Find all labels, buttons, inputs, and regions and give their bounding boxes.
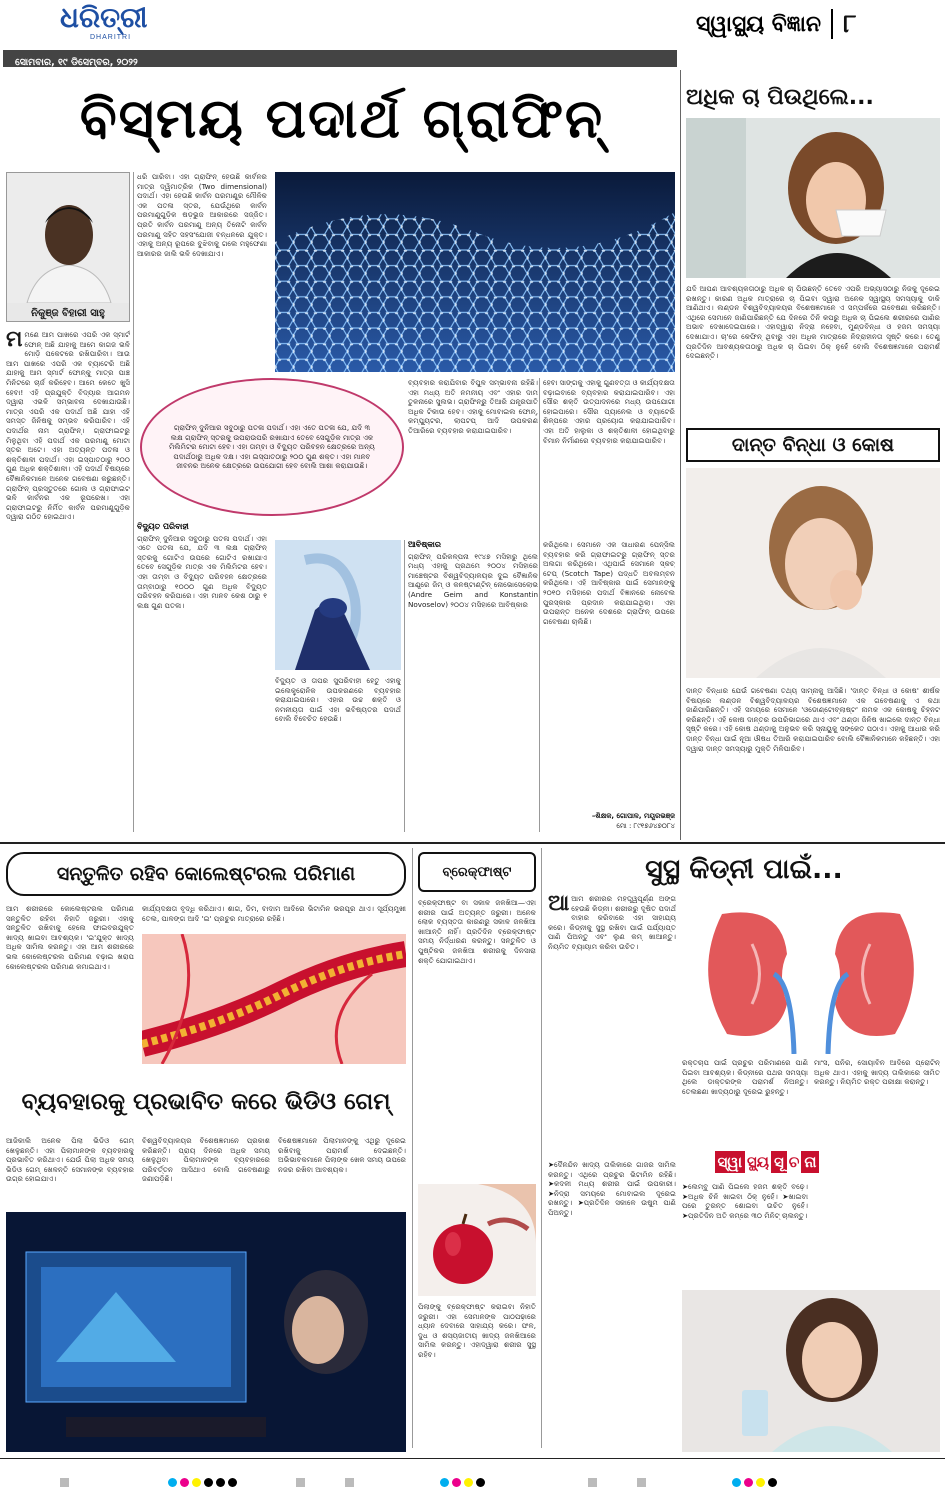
cholesterol-col1-text: ଆମ ଶରୀରରେ କୋଲେଷ୍ଟରଲ ପରିମାଣ ସନ୍ତୁଳିତ ରହିବା ନିହାତି ଜରୁରୀ। ଏହାକୁ ସନ୍ତୁଳିତ ରଖିବାକୁ ହେଲେ ଫାଇବରଯୁକ୍ତ ଖାଦ୍ୟ ଖାଇବା ଆବଶ୍ୟକ। 'ଇ'ଯୁକ୍ତ ଖାଦ୍ୟ ଅଧିକ ସାମିଲ କରନ୍ତୁ। ଏହା ଆମ ଶରୀରରେ ଭଲ କୋଲେଷ୍ଟରଲ ପରିମାଣ ବଢ଼ାଇ ଖରାପ କୋଲେଷ୍ଟରଲ ପରିମାଣ କମାଇଥାଏ।	[6, 904, 134, 971]
cholesterol-headline-text: ସନ୍ତୁଳିତ ରହିବ କୋଲେଷ୍ଟରଲ ପରିମାଣ	[56, 863, 356, 885]
kidney-col1-text: ଆମ ଶରୀରର ମହତ୍ତ୍ୱପୂର୍ଣ୍ଣ ଅଙ୍ଗ ହେଉଛି କିଡ୍‌ନୀ। ଶରୀରରୁ ଦୂଷିତ ପଦାର୍ଥ ବାହାର କରିବାରେ ଏହା ସାହାଯ୍ୟ କରେ। କିଡ୍‌ନୀକୁ ସୁସ୍ଥ ରଖିବା ପାଇଁ ପର୍ଯ୍ୟାପ୍ତ ପାଣି ପିଅନ୍ତୁ ଏବଂ ଲୁଣ କମ୍ ଖାଆନ୍ତୁ। ନିୟମିତ ବ୍ୟାୟାମ କରିବା ଉଚିତ।	[548, 894, 676, 951]
section-divider	[0, 842, 945, 844]
author-phone: ମୋ : ୮୯୧୭୬୪୭୦୮୪	[616, 822, 675, 830]
cholesterol-headline	[6, 852, 406, 896]
blood-vessel-image	[142, 934, 406, 1064]
kidney-col1	[548, 894, 676, 1142]
page-number: ୮	[843, 8, 857, 39]
toothache-photo-svg	[686, 468, 940, 678]
masthead	[0, 0, 945, 78]
quote-text: ଗ୍ରାଫିନ୍ ଦୁନିଆର ସବୁଠାରୁ ପତଳା ପଦାର୍ଥ। ଏହା ଏତେ ପତଳା ଯେ, ଯଦି ୩ ଲକ୍ଷ ଗ୍ରାଫିନ୍ ସ୍ତରକୁ ଉପରାଉପରି ରଖାଯାଏ ତେବେ ସେଗୁଡ଼ିକ ମାତ୍ର ଏକ ମିଲିମିଟର ମୋଟା ହେବ। ଏହା ତାମ୍ବା ଓ ବିଦ୍ୟୁତ ପରିବହନ କ୍ଷେତ୍ରରେ ଅନ୍ୟ ପଦାର୍ଥଠାରୁ ଅଧିକ ଦକ୍ଷ। ଏହା ଇସ୍ପାତଠାରୁ ୨୦୦ ଗୁଣ ଶକ୍ତ। ଏହା ମାନବ ଜୀବନର ଅନେକ କ୍ଷେତ୍ରରେ ଉପଯୋଗୀ ହେବ ବୋଲି ଆଶା କରାଯାଉଛି।	[169, 423, 375, 471]
kidney-illustration-svg	[682, 894, 940, 1054]
drop-cap: ଆ	[548, 894, 570, 916]
woman-toothache-image	[686, 468, 940, 678]
tips-headline-part4: ଚ	[788, 1153, 800, 1171]
tips-col1-text: ➤ଦୈନନ୍ଦିନ ଖାଦ୍ୟ ତାଲିକାରେ ଗାଜର ସାମିଲ କରନ୍ତୁ। ଏଥିରେ ପ୍ରଚୁର ଭିଟାମିନ ରହିଛି। ➤କଦଳୀ ମଧ୍ୟ ଶରୀର ପାଇଁ ଉପକାରୀ। ➤ନିଦ୍ରା ସମୟରେ ମୋବାଇଲ ଦୂରେଇ ରଖନ୍ତୁ। ➤ପ୍ରତିଦିନ ସକାଳେ ଉଷୁମ ପାଣି ପିଅନ୍ତୁ।	[548, 1160, 676, 1217]
flexible-graphene-image	[275, 540, 401, 670]
kidney-headline-text: ସୁସ୍ଥ କିଡ୍‌ନୀ ପାଇଁ...	[645, 854, 843, 885]
tips-col1	[548, 1160, 676, 1450]
column-rule	[541, 848, 542, 1448]
graphene-col3-text: ବ୍ୟବହାର କରାଯିବାର ବିପୁଳ ସମ୍ଭାବନା ରହିଛି। ଏହା ମଧ୍ୟ ଅତି ନମନୀୟ ଏବଂ ଏହାର ଦାମ ତୁଳନାରେ ସୁଲଭ। ଗ୍ରାଫିନ୍‌ରୁ ତିଆରି ଯନ୍ତ୍ରପାତି ଅଧିକ ଟିକାଉ ହେବ। ଏହାକୁ ମୋବାଇଲ ଫୋନ୍, କମ୍ପ୍ୟୁଟର, ଲାପଟପ୍ ଆଦି ଉପକରଣ ତିଆରିରେ ବ୍ୟବହାର କରାଯାଇପାରିବ।	[408, 378, 538, 435]
issue-date: ସୋମବାର, ୧୯ ଡିସେମ୍ବର, ୨୦୨୨	[15, 57, 138, 68]
graphene-col5	[543, 540, 675, 810]
graphene-col2-text: ଧରି ପାରିବା। ଏହା ଗ୍ରାଫିନ୍ ହେଉଛି କାର୍ବନର ମାତ୍ର ଦ୍ୱିମାତ୍ରିକ (Two dimensional) ପଦାର୍ଥ। ଏହା ହେଉଛି କାର୍ବନ ପରମାଣୁର ମୌଳିକ ଏକ ପତଳା ସ୍ତର, ଯେଉଁଥିରେ କାର୍ବନ ପରମାଣୁଗୁଡ଼ିକ ଷଡ଼ଭୁଜ ଆକାରରେ ସଜ୍ଜିତ। ପ୍ରତି କାର୍ବନ ପରମାଣୁ ଅନ୍ୟ ତିନୋଟି କାର୍ବନ ପରମାଣୁ ସହିତ ସହସଂଯୋଜୀ ବନ୍ଧନରେ ଯୁକ୍ତ। ଏହାକୁ ଅନ୍ୟ ରୂପରେ ବୁଝିବାକୁ ଗଲେ ମହୁଫେଣା ଆକାରର ଜାଲି ଭଳି ଦେଖାଯାଏ।	[137, 172, 267, 258]
author-portrait-image	[7, 173, 130, 303]
tea-photo-svg	[686, 118, 940, 278]
author-byline: –ଶିକ୍ଷକ, ଗୋପାଳ, ମୟୂରଭଞ୍ଜ	[591, 812, 675, 820]
tips-headline-part3: ସୂ	[771, 1151, 787, 1173]
print-greyscale-right	[588, 1478, 646, 1487]
pill-photo-svg	[682, 1290, 940, 1452]
print-marks-right	[732, 1478, 777, 1487]
column-rule	[539, 378, 540, 832]
cholesterol-col2	[142, 904, 406, 932]
graphene-col-lower2	[275, 676, 401, 832]
print-marks-center	[440, 1478, 485, 1487]
breakfast-col2-text: ପିଲାଙ୍କୁ ବ୍ରେକ୍‌ଫାଷ୍ଟ କରାଇବା ନିହାତି ଜରୁରୀ। ଏହା ସେମାନଙ୍କ ପାଠପଢ଼ାରେ ଧ୍ୟାନ ଦେବାରେ ସାହାଯ୍ୟ କରେ। ଫଳ, ଦୁଧ ଓ ଶସ୍ୟଜାତୀୟ ଖାଦ୍ୟ ଜଳଖିଆରେ ସାମିଲ କରନ୍ତୁ। ଏହାଦ୍ୱାରା ଶରୀର ସୁସ୍ଥ ରହିବ।	[418, 1302, 536, 1359]
tea-body-text: ଯଦି ଆପଣ ଆବଶ୍ୟକତାଠାରୁ ଅଧିକ ଚା ପିଉଛନ୍ତି ତେବେ ଏପରି ଅଭ୍ୟାସଠାରୁ ନିଜକୁ ଦୂରେଇ ରଖନ୍ତୁ। କାରଣ ଅଧିକ ମାତ୍ରାରେ ଚା ପିଇବା ଦ୍ୱାରା ଅନେକ ସ୍ୱାସ୍ଥ୍ୟ ସମସ୍ୟାକୁ ଡାକି ଆଣିଥାଏ। ଲଣ୍ଡନ ବିଶ୍ୱବିଦ୍ୟାଳୟର ବିଶେଷଜ୍ଞମାନେ ଏ ସମ୍ପର୍କରେ ଗବେଷଣା କରିଛନ୍ତି। ଏଥିରେ ସେମାନେ ଜାଣିପାରିଛନ୍ତି ଯେ ଦିନରେ ତିନି କପରୁ ଅଧିକ ଚା ପିଇଲେ ଶରୀରରେ ପାଣିର ଅଭାବ ଦେଖାଦେଇପାରେ। ଏହାଦ୍ୱାରା ନିଦ୍ରା ନହେବା, ମୁଣ୍ଡବିନ୍ଧା ଓ ହଜମ ସମସ୍ୟା ଦେଖାଯାଏ। ଚା'ରେ କେଫିନ୍ ଥିବାରୁ ଏହା ଅଧିକ ମାତ୍ରାରେ ନିଦ୍ରାହୀନତା ସୃଷ୍ଟି କରେ। ତେଣୁ ପ୍ରତିଦିନ ଆବଶ୍ୟକତାଠାରୁ ଅଧିକ ଚା ପିଇବା ଠିକ୍ ନୁହେଁ ବୋଲି ବିଶେଷଜ୍ଞମାନେ ପରାମର୍ଶ ଦେଇଛନ୍ତି।	[686, 284, 940, 361]
tooth-body-text: ଦାନ୍ତ ବିନ୍ଧାର ଯେଉଁ ଗବେଷଣା ତଥ୍ୟ ସାମ୍ନାକୁ ଆସିଛି। 'ଦାନ୍ତ ବିନ୍ଧା ଓ କୋଷ' ଶୀର୍ଷକ ବିଷୟରେ ଲଣ୍ଡନ ବିଶ୍ୱବିଦ୍ୟାଳୟର ବିଶେଷଜ୍ଞମାନେ ଏକ ଗବେଷଣାକୁ ଏ କଥା ଜାଣିପାରିଛନ୍ତି। ଏହି ସମୟରେ ସେମାନେ 'ଓଡୋଣ୍ଟୋବ୍ଲାଷ୍ଟ' ନାମକ ଏକ କୋଷକୁ ଚିହ୍ନଟ କରିଛନ୍ତି। ଏହି କୋଷ ଦାନ୍ତର ଉପରିଭାଗରେ ଥାଏ ଏବଂ ଥଣ୍ଡା ଜିନିଷ ଖାଇଲେ ଦାନ୍ତ ବିନ୍ଧା ସୃଷ୍ଟି କରେ। ଏହି କୋଷ ଥଣ୍ଡାକୁ ଅନୁଭବ କରି ସ୍ନାୟୁକୁ ସଙ୍କେତ ପଠାଏ। ଏହାକୁ ଆଧାର କରି ଦାନ୍ତ ବିନ୍ଧା ପାଇଁ ନୂଆ ଔଷଧ ତିଆରି କରାଯାଇପାରିବ ବୋଲି ବୈଜ୍ଞାନିକମାନେ କହିଛନ୍ତି। ଏହା ଦ୍ୱାରା ଦାନ୍ତ ସମସ୍ୟାରୁ ମୁକ୍ତି ମିଳିପାରିବ।	[686, 686, 940, 753]
tips-col2	[682, 1182, 808, 1282]
kidney-headline	[548, 848, 940, 892]
graphene-col1	[6, 330, 130, 830]
tooth-headline-text: ଦାନ୍ତ ବିନ୍ଧା ଓ କୋଷ	[731, 434, 895, 456]
tea-headline-text: ଅଧିକ ଚା ପିଉଥିଲେ...	[686, 84, 874, 110]
author-photo	[6, 172, 130, 322]
graphene-col4	[543, 378, 675, 534]
cholesterol-col1	[6, 904, 134, 1064]
tea-body	[686, 284, 940, 414]
bottom-rule	[0, 1458, 945, 1459]
graphene-discovery-col	[408, 540, 538, 832]
print-marks-left	[168, 1478, 237, 1487]
kidney-col3	[814, 1058, 940, 1144]
videogame-col2-text: ବିଶ୍ୱବିଦ୍ୟାଳୟର ବିଶେଷଜ୍ଞମାନେ ପ୍ରକାଶ କରିଛନ୍ତି। ପ୍ରାୟ ଦିନରେ ଅଧିକ ସମୟ ଖେଳୁଥିବା ପିଲାମାନଙ୍କ ବ୍ୟବହାରରେ ପରିବର୍ତ୍ତନ ଆସିଥାଏ ବୋଲି ଗବେଷଣାରୁ ଜଣାପଡ଼ିଛି।	[142, 1136, 270, 1184]
graphene-usage-col	[137, 520, 267, 832]
cholesterol-col2-text: କାର୍ଯ୍ୟଦକ୍ଷତା ବୃଦ୍ଧି କରିଥାଏ। ଶାଗ, ଡିମ, ବାଦାମ ଆଦିରେ ଭିଟାମିନ ଭରପୂର ଥାଏ। ସୂର୍ଯ୍ୟମୁଖୀ ତେଲ, ପାଳଙ୍ଗ ଆଦି 'ଇ' ପ୍ରଚୁର ମାତ୍ରାରେ ରହିଛି।	[142, 904, 406, 923]
gamer-photo-svg	[6, 1212, 406, 1452]
kidney-col2	[682, 1058, 808, 1144]
artery-illustration-svg	[142, 934, 406, 1064]
videogame-col1	[6, 1136, 134, 1208]
tips-col2-text: ➤ଲେମ୍ବୁ ପାଣି ପିଇଲେ ହଜମ ଶକ୍ତି ବଢ଼େ। ➤ଅଧିକ ଚିନି ଖାଇବା ଠିକ୍ ନୁହେଁ। ➤ଖାଇବା ପରେ ତୁରନ୍ତ ଶୋଇବା ଉଚିତ ନୁହେଁ। ➤ପ୍ରତିଦିନ ଅତି କମ୍‌ରେ ୩୦ ମିନିଟ୍ ଚାଲନ୍ତୁ।	[682, 1182, 808, 1220]
logo-subtitle: DHARITRI	[90, 34, 132, 41]
graphene-col2	[137, 172, 267, 362]
breakfast-col2	[418, 1302, 536, 1452]
tips-headline-part1: ସ୍ୱା	[715, 1151, 746, 1173]
breakfast-col1	[418, 898, 536, 1178]
woman-drinking-tea-image	[686, 118, 940, 278]
graphene-col5-text: କରିଥିଲେ। ସେମାନେ ଏକ ସାଧାରଣ ପେନ୍ସିଲ ବ୍ୟବହାର କରି ଗ୍ରାଫାଇଟରୁ ଗ୍ରାଫିନ୍ ସ୍ତର ଅଲଗା କରିଥିଲେ। ଏଥିପାଇଁ ସେମାନେ ସ୍କଚ୍ ଟେପ୍ (Scotch Tape) ପଦ୍ଧତି ଅବଲମ୍ବନ କରିଥିଲେ। ଏହି ଆବିଷ୍କାର ପାଇଁ ସେମାନଙ୍କୁ ୨୦୧୦ ମସିହାରେ ପଦାର୍ଥ ବିଜ୍ଞାନରେ ନୋବେଲ ପୁରସ୍କାର ପ୍ରଦାନ କରାଯାଇଥିଲା। ଏହା ଉପରାନ୍ତ ଅନେକ ଦେଶରେ ଗ୍ରାଫିନ୍ ଉପରେ ଗବେଷଣା ଚାଲିଛି।	[543, 540, 675, 626]
graphene-col3b	[408, 378, 538, 534]
discovery-subhead: ଆବିଷ୍କାର	[408, 540, 441, 549]
kidney-col2-text: ରକ୍ତଚାପ ପାଇଁ ପ୍ରଚୁର ପରିମାଣରେ ପାଣି ପିଇବା ଆବଶ୍ୟକ। କିଡ୍‌ନୀରେ ପଥର ସମସ୍ୟା ଥିଲେ ଡାକ୍ତରଙ୍କ ପରାମର୍ଶ ନିଅନ୍ତୁ। ତେଲଛଣା ଖାଦ୍ୟଠାରୁ ଦୂରେଇ ରୁହନ୍ତୁ।	[682, 1058, 808, 1096]
breakfast-headline-text: ବ୍ରେକ୍‌ଫାଷ୍ଟ	[442, 864, 512, 880]
column-rule	[412, 848, 413, 1448]
tooth-headline	[686, 428, 940, 462]
author-name: ନିକୁଞ୍ଜ ବିହାରୀ ସାହୁ	[31, 308, 105, 319]
tea-headline	[686, 78, 940, 116]
date-bar	[3, 50, 677, 67]
breakfast-col1-text: ବ୍ରେକ୍‌ଫାଷ୍ଟ ବା ସକାଳ ଜଳଖିଆ—ଏହା ଶରୀର ପାଇଁ ଅତ୍ୟନ୍ତ ଜରୁରୀ। ଅନେକ ଲୋକ ବ୍ୟସ୍ତତା କାରଣରୁ ସକାଳ ଜଳଖିଆ ଖାଆନ୍ତି ନାହିଁ। ପ୍ରତିଦିନ ବ୍ରେକ୍‌ଫାଷ୍ଟ ସମୟ ନିର୍ଦ୍ଧାରଣ କରନ୍ତୁ। ସନ୍ତୁଳିତ ଓ ପୁଷ୍ଟିକର ଜଳଖିଆ ଶରୀରକୁ ଦିନସାରା ଶକ୍ତି ଯୋଗାଇଥାଏ।	[418, 898, 536, 965]
graphene-lattice-image	[275, 172, 675, 372]
column-rule	[404, 540, 405, 832]
tips-headline-part2: ସ୍ଥ୍ୟ	[747, 1153, 769, 1171]
discovery-text: ଗ୍ରାଫିନ୍ ପରିକଳ୍ପନା ୧୯୪୭ ମସିହାରୁ ଥିଲେ ମଧ୍ୟ ଏହାକୁ ପ୍ରଥମେ ୨୦୦୪ ମସିହାରେ ମାଞ୍ଚେଷ୍ଟର ବିଶ୍ୱବିଦ୍ୟାଳୟର ଦୁଇ ବୈଜ୍ଞାନିକ ଆଣ୍ଡ୍ରେ ଜିମ୍ ଓ କନଷ୍ଟାଣ୍ଟିନ୍ ନୋଭୋସେଲୋଭ (Andre Geim and Konstantin Novoselov) ୨୦୦୪ ମସିହାରେ ଆବିଷ୍କାର	[408, 551, 538, 609]
tips-headline-part5: ନା	[801, 1151, 819, 1173]
section-title-text: ସ୍ୱାସ୍ଥ୍ୟ ବିଜ୍ଞାନ	[696, 11, 822, 37]
gamer-image	[6, 1212, 406, 1452]
graphene-col-lower2-text: ବିଦ୍ୟୁତ ଓ ତାପର ସୁପରିବାହୀ ହେତୁ ଏହାକୁ ଇଲେକ୍ଟ୍ରୋନିକ ଉପକରଣରେ ବ୍ୟବହାର କରାଯାଇପାରେ। ଏହାର ଉଚ୍ଚ ଶକ୍ତି ଓ ନମନୀୟତା ପାଇଁ ଏହା ଭବିଷ୍ୟତର ପଦାର୍ଥ ବୋଲି ବିବେଚିତ ହେଉଛି।	[275, 676, 401, 724]
tooth-body	[686, 686, 940, 836]
glove-holding-sheet-svg	[275, 540, 401, 670]
column-divider-right	[680, 70, 681, 840]
videogame-headline	[6, 1076, 406, 1128]
videogame-col3-text: ବିଶେଷଜ୍ଞମାନେ ପିଲାମାନଙ୍କୁ ଏଥିରୁ ଦୂରେଇ ରଖିବାକୁ ପରାମର୍ଶ ଦେଇଛନ୍ତି। ଅଭିଭାବକମାନେ ପିଲାଙ୍କ ଖେଳ ସମୟ ଉପରେ ନଜର ରଖିବା ଆବଶ୍ୟକ।	[278, 1136, 406, 1174]
section-divider	[831, 9, 833, 39]
print-greyscale-mid	[296, 1478, 354, 1487]
newspaper-logo	[60, 2, 170, 44]
kidney-image	[682, 894, 940, 1054]
videogame-col1-text: ଆଜିକାଲି ଅନେକ ପିଲା ଭିଡିଓ ଗେମ୍ ଖେଳୁଛନ୍ତି। ଏହା ପିଲାମାନଙ୍କ ବ୍ୟବହାରକୁ ପ୍ରଭାବିତ କରିଥାଏ। ଯେଉଁ ପିଲା ଅଧିକ ସମୟ ଭିଡିଓ ଗେମ୍ ଖେଳନ୍ତି ସେମାନଙ୍କ ବ୍ୟବହାର ଉଗ୍ର ହୋଇଯାଏ।	[6, 1136, 134, 1184]
usage-text: ଗ୍ରାଫିନ୍ ଦୁନିଆର ସବୁଠାରୁ ପତଳା ପଦାର୍ଥ। ଏହା ଏତେ ପତଳା ଯେ, ଯଦି ୩ ଲକ୍ଷ ଗ୍ରାଫିନ୍ ସ୍ତରକୁ ଗୋଟିଏ ଉପରେ ଗୋଟିଏ ରଖାଯାଏ ତେବେ ସେଗୁଡ଼ିକ ମାତ୍ର ଏକ ମିଲିମିଟର ହେବ। ଏହା ତାମ୍ବା ଓ ବିଦ୍ୟୁତ ପରିବହନ କ୍ଷେତ୍ରରେ ତାମ୍ବାଠାରୁ ୧୦୦୦ ଗୁଣ ଅଧିକ ବିଦ୍ୟୁତ ପରିବହନ କରିପାରେ। ଏହା ମାନବ କେଶ ଠାରୁ ୧ ଲକ୍ଷ ଗୁଣ ପତଳା।	[137, 533, 267, 610]
woman-eating-apple-image	[418, 1184, 536, 1296]
print-greyscale-left	[60, 1478, 69, 1487]
kidney-col3-text: ମାଂସ, ପନିର, ସୋୟାବିନ ଆଦିରେ ପ୍ରୋଟିନ୍ ଅଧିକ ଥାଏ। ଏହାକୁ ଖାଦ୍ୟ ତାଲିକାରେ ସୀମିତ କରନ୍ତୁ। ନିୟମିତ ରକ୍ତ ପରୀକ୍ଷା କରାନ୍ତୁ।	[814, 1058, 940, 1087]
graphene-col3	[275, 378, 405, 534]
section-title	[696, 6, 896, 42]
graphene-lattice-svg	[275, 172, 675, 372]
videogame-headline-text: ବ୍ୟବହାରକୁ ପ୍ରଭାବିତ କରେ ଭିଡିଓ ଗେମ୍	[21, 1089, 391, 1115]
column-rule	[133, 172, 134, 832]
graphene-col4-text: ହେବା ସାଙ୍ଗକୁ ଏହାକୁ ଗୁଣବତ୍ତା ଓ କାର୍ଯ୍ୟଦକ୍ଷତା ବଢ଼ାଇବାରେ ବ୍ୟବହାର କରାଯାଇପାରିବ। ଏହା ସୌର ଶକ୍ତି ଉତ୍ପାଦନରେ ମଧ୍ୟ ଉପଯୋଗୀ ହୋଇପାରେ। ସୌର ପ୍ୟାନେଲ ଓ ବ୍ୟାଟେରି ଶିଳ୍ପରେ ଏହାର ପ୍ରୟୋଗ କରାଯାଇପାରିବ। ଏହା ଅତି ହାଲୁକା ଓ ଶକ୍ତିଶାଳୀ ହୋଇଥିବାରୁ ବିମାନ ନିର୍ମାଣରେ ବ୍ୟବହାର କରାଯାଇପାରିବ।	[543, 378, 675, 445]
drop-cap: ମ	[6, 330, 23, 352]
graphene-col1-text: ମଣେ ଆମ ପାଖରେ ଏପରି ଏକ ସ୍ମାର୍ଟ ଫୋନ୍ ଅଛି ଯାହାକୁ ଆମେ କାଗଜ ଭଳି ମୋଡ଼ି ପକେଟରେ ରଖିପାରିବା। ଆଉ ଆମ ପାଖରେ ଏପରି ଏକ ବ୍ୟାଟେରି ଅଛି ଯାହାକୁ ଆମ ସ୍ମାର୍ଟ ଫୋନ୍‌କୁ ମାତ୍ର ପାଞ୍ଚ ମିନିଟରେ ଚାର୍ଜ କରିହେବ। ଆମେ କେତେ ଖୁସି ହେବା! ଏହି ପ୍ରଯୁକ୍ତି ବିଦ୍ୟାର ଆଗମନ ଦ୍ୱାରା ଏଭଳି ସମ୍ଭାବନା ଦେଖାଯାଉଛି। ମାତ୍ର ଏପରି ଏକ ପଦାର୍ଥ ଅଛି ଯାହା ଏହି ସମସ୍ତ ଜିନିଷକୁ ସମ୍ଭବ କରିପାରିବ। ଏହି ପଦାର୍ଥର ନାମ ଗ୍ରାଫିନ୍। ଗ୍ରାଫାଇଟରୁ ମିଳୁଥିବା ଏହି ପଦାର୍ଥ ଏକ ପରମାଣୁ ମୋଟା ସ୍ତର ଅଟେ। ଏହା ଅତ୍ୟନ୍ତ ପତଳା ଓ ଶକ୍ତିଶାଳୀ ପଦାର୍ଥ। ଏହା ଇସ୍ପାତଠାରୁ ୨୦୦ ଗୁଣ ଅଧିକ ଶକ୍ତିଶାଳୀ। ଏହି ପଦାର୍ଥ ବିଷୟରେ ବୈଜ୍ଞାନିକମାନେ ଅନେକ ଗବେଷଣା କରୁଛନ୍ତି। ଗ୍ରାଫିନ୍ ପ୍ରସ୍ତୁତରେ ଗୋଲ ଓ ଗ୍ରାଫାଇଟ ଭଳି କାର୍ବନର ଏକ ରୂପରେଖ। ଏହା ଗ୍ରାଫାଇଟରୁ ନିର୍ମିତ କାର୍ବନ ପରମାଣୁଗୁଡ଼ିକ ଦ୍ୱାରା ଗଠିତ ହୋଇଥାଏ।	[6, 330, 130, 522]
videogame-col2	[142, 1136, 270, 1208]
tips-headline	[682, 1146, 852, 1178]
breakfast-headline	[418, 852, 536, 892]
graphene-headline-text: ବିସ୍ମୟ ପଦାର୍ଥ ଗ୍ରାଫିନ୍	[79, 87, 605, 150]
videogame-col3	[278, 1136, 406, 1208]
graphene-headline	[6, 74, 678, 164]
woman-taking-pill-image	[682, 1290, 940, 1452]
logo-text: ଧରିତ୍ରୀ	[60, 1, 148, 34]
usage-subhead: ବିଦ୍ୟୁତ ପରିବାହୀ	[137, 522, 189, 531]
apple-photo-svg	[418, 1184, 536, 1296]
